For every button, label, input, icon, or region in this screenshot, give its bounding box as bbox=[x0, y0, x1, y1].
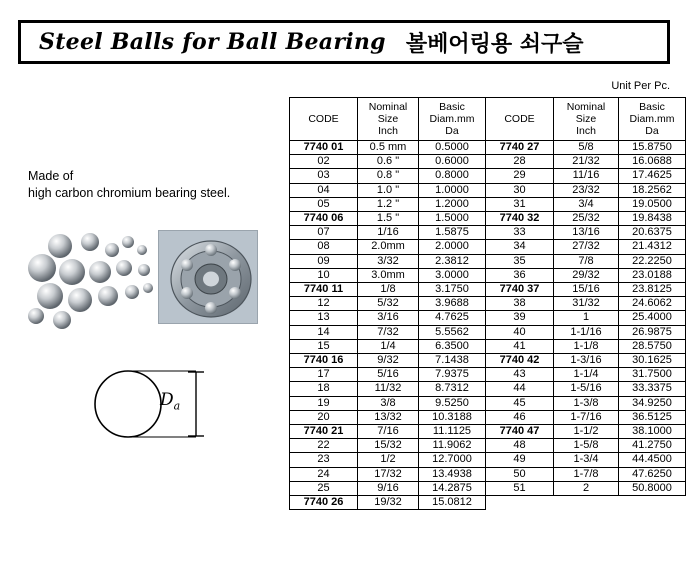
cell-nominal-left: 3/8 bbox=[358, 396, 419, 410]
cell-code-right: 7740 42 bbox=[486, 354, 554, 368]
cell-code-left: 15 bbox=[290, 339, 358, 353]
cell-nominal-left: 1/4 bbox=[358, 339, 419, 353]
cell-nominal-right: 5/8 bbox=[554, 141, 619, 155]
cell-code-left: 25 bbox=[290, 481, 358, 495]
table-row bbox=[290, 297, 686, 311]
cell-nominal-left: 19/32 bbox=[358, 496, 419, 510]
cell-code-left: 08 bbox=[290, 240, 358, 254]
cell-diam-left: 13.4938 bbox=[419, 467, 486, 481]
cell-code-left: 18 bbox=[290, 382, 358, 396]
cell-diam-left: 12.7000 bbox=[419, 453, 486, 467]
cell-code-right: 45 bbox=[486, 396, 554, 410]
cell-nominal-left: 7/16 bbox=[358, 425, 419, 439]
unit-note: Unit Per Pc. bbox=[611, 80, 670, 92]
cell-diam-left: 8.7312 bbox=[419, 382, 486, 396]
cell-nominal-right: 1-3/4 bbox=[554, 453, 619, 467]
cell-nominal-left: 0.5 mm bbox=[358, 141, 419, 155]
cell-diam-right: 15.8750 bbox=[619, 141, 686, 155]
cell-nominal-left: 2.0mm bbox=[358, 240, 419, 254]
cell-diam-left: 11.9062 bbox=[419, 439, 486, 453]
cell-nominal-right: 21/32 bbox=[554, 155, 619, 169]
cell-code-right: 7740 37 bbox=[486, 283, 554, 297]
diameter-label: $D_a$ bbox=[160, 390, 181, 413]
cell-nominal-left: 5/16 bbox=[358, 368, 419, 382]
table-row bbox=[290, 425, 686, 439]
table-row bbox=[290, 155, 686, 169]
cell-nominal-left: 7/32 bbox=[358, 325, 419, 339]
cell-diam-left: 5.5562 bbox=[419, 325, 486, 339]
cell-diam-right: 23.0188 bbox=[619, 268, 686, 282]
cell-diam-left: 2.3812 bbox=[419, 254, 486, 268]
cell-code-right: 43 bbox=[486, 368, 554, 382]
cell-code-left: 05 bbox=[290, 197, 358, 211]
cell-diam-left: 1.2000 bbox=[419, 197, 486, 211]
table-row bbox=[290, 453, 686, 467]
cell-nominal-right: 1-1/16 bbox=[554, 325, 619, 339]
cell-code-right: 48 bbox=[486, 439, 554, 453]
cell-diam-left: 15.0812 bbox=[419, 496, 486, 510]
cell-nominal-left: 9/16 bbox=[358, 481, 419, 495]
spec-tables bbox=[289, 97, 686, 510]
cell-nominal-right: 1-1/2 bbox=[554, 425, 619, 439]
cell-code-left: 03 bbox=[290, 169, 358, 183]
cell-diam-left: 2.0000 bbox=[419, 240, 486, 254]
header-basic-right: Basic Diam.mm Da bbox=[619, 98, 686, 141]
table-row bbox=[290, 283, 686, 297]
cell-code-right: 7740 47 bbox=[486, 425, 554, 439]
cell-code-right: 30 bbox=[486, 183, 554, 197]
cell-code-left: 23 bbox=[290, 453, 358, 467]
cell-code-right: 51 bbox=[486, 481, 554, 495]
cell-nominal-left: 3.0mm bbox=[358, 268, 419, 282]
cell-code-left: 7740 11 bbox=[290, 283, 358, 297]
cell-code-left: 24 bbox=[290, 467, 358, 481]
cell-code-left: 09 bbox=[290, 254, 358, 268]
cell-code-left: 7740 01 bbox=[290, 141, 358, 155]
cell-diam-right: 41.2750 bbox=[619, 439, 686, 453]
cell-nominal-right: 7/8 bbox=[554, 254, 619, 268]
cell-code-right: 33 bbox=[486, 226, 554, 240]
cell-diam-right: 30.1625 bbox=[619, 354, 686, 368]
cell-code-right: 35 bbox=[486, 254, 554, 268]
cell-nominal-right: 27/32 bbox=[554, 240, 619, 254]
cell-code-right: 49 bbox=[486, 453, 554, 467]
steel-balls-image bbox=[24, 228, 164, 348]
cell-diam-right: 47.6250 bbox=[619, 467, 686, 481]
cell-code-right: 34 bbox=[486, 240, 554, 254]
cell-nominal-right: 13/16 bbox=[554, 226, 619, 240]
header-basic-left: Basic Diam.mm Da bbox=[419, 98, 486, 141]
ball-bearing-photo bbox=[158, 230, 258, 324]
table-row bbox=[290, 311, 686, 325]
cell-diam-left: 0.6000 bbox=[419, 155, 486, 169]
table-row bbox=[290, 439, 686, 453]
steel-ball-spec-table bbox=[289, 97, 686, 510]
cell-code-left: 17 bbox=[290, 368, 358, 382]
cell-diam-right: 17.4625 bbox=[619, 169, 686, 183]
cell-diam-left: 4.7625 bbox=[419, 311, 486, 325]
cell-code-left: 10 bbox=[290, 268, 358, 282]
cell-nominal-left: 9/32 bbox=[358, 354, 419, 368]
cell-code-left: 07 bbox=[290, 226, 358, 240]
cell-diam-right: 34.9250 bbox=[619, 396, 686, 410]
cell-diam-right: 16.0688 bbox=[619, 155, 686, 169]
table-row bbox=[290, 141, 686, 155]
cell-diam-right: 44.4500 bbox=[619, 453, 686, 467]
cell-nominal-right: 1-5/8 bbox=[554, 439, 619, 453]
cell-code-left: 7740 06 bbox=[290, 212, 358, 226]
table-body bbox=[290, 141, 686, 510]
cell-code-right: 7740 27 bbox=[486, 141, 554, 155]
cell-code-right: 29 bbox=[486, 169, 554, 183]
cell-diam-left: 1.5875 bbox=[419, 226, 486, 240]
cell-nominal-right: 2 bbox=[554, 481, 619, 495]
title-banner bbox=[18, 20, 670, 64]
cell-diam-right: 50.8000 bbox=[619, 481, 686, 495]
cell-diam-left: 6.3500 bbox=[419, 339, 486, 353]
table-row bbox=[290, 240, 686, 254]
cell-diam-right: 38.1000 bbox=[619, 425, 686, 439]
cell-nominal-right: 1-3/8 bbox=[554, 396, 619, 410]
cell-diam-left: 9.5250 bbox=[419, 396, 486, 410]
cell-nominal-left: 1/2 bbox=[358, 453, 419, 467]
table-row bbox=[290, 169, 686, 183]
cell-diam-left: 1.0000 bbox=[419, 183, 486, 197]
cell-nominal-right: 1-3/16 bbox=[554, 354, 619, 368]
cell-code-right: 39 bbox=[486, 311, 554, 325]
table-row bbox=[290, 268, 686, 282]
cell-code-left: 7740 26 bbox=[290, 496, 358, 510]
cell-nominal-right: 29/32 bbox=[554, 268, 619, 282]
cell-diam-right: 28.5750 bbox=[619, 339, 686, 353]
table-row bbox=[290, 183, 686, 197]
cell-nominal-right: 3/4 bbox=[554, 197, 619, 211]
title-korean: 볼베어링용 쇠구슬 bbox=[405, 31, 584, 57]
cell-code-right: 41 bbox=[486, 339, 554, 353]
title-english: Steel Balls for Ball Bearing bbox=[39, 29, 386, 55]
cell-diam-right: 19.8438 bbox=[619, 212, 686, 226]
cell-code-left: 19 bbox=[290, 396, 358, 410]
cell-diam-right: 22.2250 bbox=[619, 254, 686, 268]
cell-diam-left: 3.0000 bbox=[419, 268, 486, 282]
cell-nominal-left: 11/32 bbox=[358, 382, 419, 396]
cell-code-right: 28 bbox=[486, 155, 554, 169]
cell-diam-right: 21.4312 bbox=[619, 240, 686, 254]
table-row bbox=[290, 382, 686, 396]
header-nominal-left: Nominal Size Inch bbox=[358, 98, 419, 141]
cell-nominal-left: 0.8 " bbox=[358, 169, 419, 183]
cell-code-left: 04 bbox=[290, 183, 358, 197]
table-row bbox=[290, 368, 686, 382]
material-description-line2: high carbon chromium bearing steel. bbox=[28, 186, 231, 200]
table-row bbox=[290, 496, 686, 510]
cell-code-left: 7740 16 bbox=[290, 354, 358, 368]
cell-code-right-empty bbox=[486, 496, 554, 510]
cell-code-right: 50 bbox=[486, 467, 554, 481]
material-description bbox=[28, 168, 258, 202]
cell-nominal-right: 11/16 bbox=[554, 169, 619, 183]
cell-nominal-right: 1 bbox=[554, 311, 619, 325]
product-illustration bbox=[18, 228, 258, 358]
cell-diam-left: 3.1750 bbox=[419, 283, 486, 297]
cell-diam-left: 3.9688 bbox=[419, 297, 486, 311]
cell-code-right: 46 bbox=[486, 410, 554, 424]
cell-code-right: 38 bbox=[486, 297, 554, 311]
cell-code-right: 36 bbox=[486, 268, 554, 282]
cell-nominal-left: 3/32 bbox=[358, 254, 419, 268]
table-row bbox=[290, 325, 686, 339]
cell-nominal-left: 5/32 bbox=[358, 297, 419, 311]
cell-code-right: 31 bbox=[486, 197, 554, 211]
table-row bbox=[290, 339, 686, 353]
cell-nominal-right: 15/16 bbox=[554, 283, 619, 297]
cell-diam-right: 31.7500 bbox=[619, 368, 686, 382]
cell-code-right: 40 bbox=[486, 325, 554, 339]
table-row bbox=[290, 226, 686, 240]
diameter-diagram bbox=[88, 368, 238, 444]
header-nominal-right: Nominal Size Inch bbox=[554, 98, 619, 141]
cell-nominal-left: 3/16 bbox=[358, 311, 419, 325]
cell-nominal-left: 0.6 " bbox=[358, 155, 419, 169]
cell-diam-left: 7.9375 bbox=[419, 368, 486, 382]
header-code-right: CODE bbox=[486, 98, 554, 141]
cell-code-right: 7740 32 bbox=[486, 212, 554, 226]
cell-nominal-left: 1/16 bbox=[358, 226, 419, 240]
header-code-left: CODE bbox=[290, 98, 358, 141]
cell-nominal-left: 1/8 bbox=[358, 283, 419, 297]
table-row bbox=[290, 481, 686, 495]
cell-diam-right: 24.6062 bbox=[619, 297, 686, 311]
cell-diam-left: 0.8000 bbox=[419, 169, 486, 183]
cell-diam-right: 33.3375 bbox=[619, 382, 686, 396]
cell-diam-left: 11.1125 bbox=[419, 425, 486, 439]
cell-code-left: 12 bbox=[290, 297, 358, 311]
cell-diam-left: 10.3188 bbox=[419, 410, 486, 424]
table-row bbox=[290, 396, 686, 410]
cell-diam-right: 18.2562 bbox=[619, 183, 686, 197]
cell-nominal-left: 1.2 " bbox=[358, 197, 419, 211]
cell-nominal-right: 1-5/16 bbox=[554, 382, 619, 396]
cell-nominal-left: 17/32 bbox=[358, 467, 419, 481]
cell-code-left: 20 bbox=[290, 410, 358, 424]
material-description-line1: Made of bbox=[28, 169, 74, 183]
table-row bbox=[290, 254, 686, 268]
cell-nominal-right: 23/32 bbox=[554, 183, 619, 197]
table-row bbox=[290, 197, 686, 211]
table-row bbox=[290, 467, 686, 481]
cell-diam-left: 14.2875 bbox=[419, 481, 486, 495]
cell-nominal-left: 13/32 bbox=[358, 410, 419, 424]
table-row bbox=[290, 354, 686, 368]
table-header-row bbox=[290, 98, 686, 141]
table-row bbox=[290, 212, 686, 226]
table-row bbox=[290, 410, 686, 424]
cell-code-left: 7740 21 bbox=[290, 425, 358, 439]
cell-diam-right: 25.4000 bbox=[619, 311, 686, 325]
cell-diam-right-empty bbox=[619, 496, 686, 510]
cell-nominal-right-empty bbox=[554, 496, 619, 510]
cell-nominal-left: 1.0 " bbox=[358, 183, 419, 197]
cell-nominal-right: 1-1/8 bbox=[554, 339, 619, 353]
cell-nominal-right: 1-1/4 bbox=[554, 368, 619, 382]
cell-diam-right: 20.6375 bbox=[619, 226, 686, 240]
cell-nominal-right: 1-7/16 bbox=[554, 410, 619, 424]
cell-diam-left: 0.5000 bbox=[419, 141, 486, 155]
cell-diam-right: 23.8125 bbox=[619, 283, 686, 297]
cell-nominal-left: 1.5 " bbox=[358, 212, 419, 226]
cell-code-left: 13 bbox=[290, 311, 358, 325]
cell-diam-right: 26.9875 bbox=[619, 325, 686, 339]
cell-code-left: 14 bbox=[290, 325, 358, 339]
cell-diam-right: 36.5125 bbox=[619, 410, 686, 424]
cell-diam-left: 7.1438 bbox=[419, 354, 486, 368]
cell-diam-left: 1.5000 bbox=[419, 212, 486, 226]
cell-code-left: 22 bbox=[290, 439, 358, 453]
cell-nominal-left: 15/32 bbox=[358, 439, 419, 453]
cell-nominal-right: 31/32 bbox=[554, 297, 619, 311]
cell-nominal-right: 1-7/8 bbox=[554, 467, 619, 481]
cell-code-right: 44 bbox=[486, 382, 554, 396]
cell-nominal-right: 25/32 bbox=[554, 212, 619, 226]
cell-diam-right: 19.0500 bbox=[619, 197, 686, 211]
cell-code-left: 02 bbox=[290, 155, 358, 169]
